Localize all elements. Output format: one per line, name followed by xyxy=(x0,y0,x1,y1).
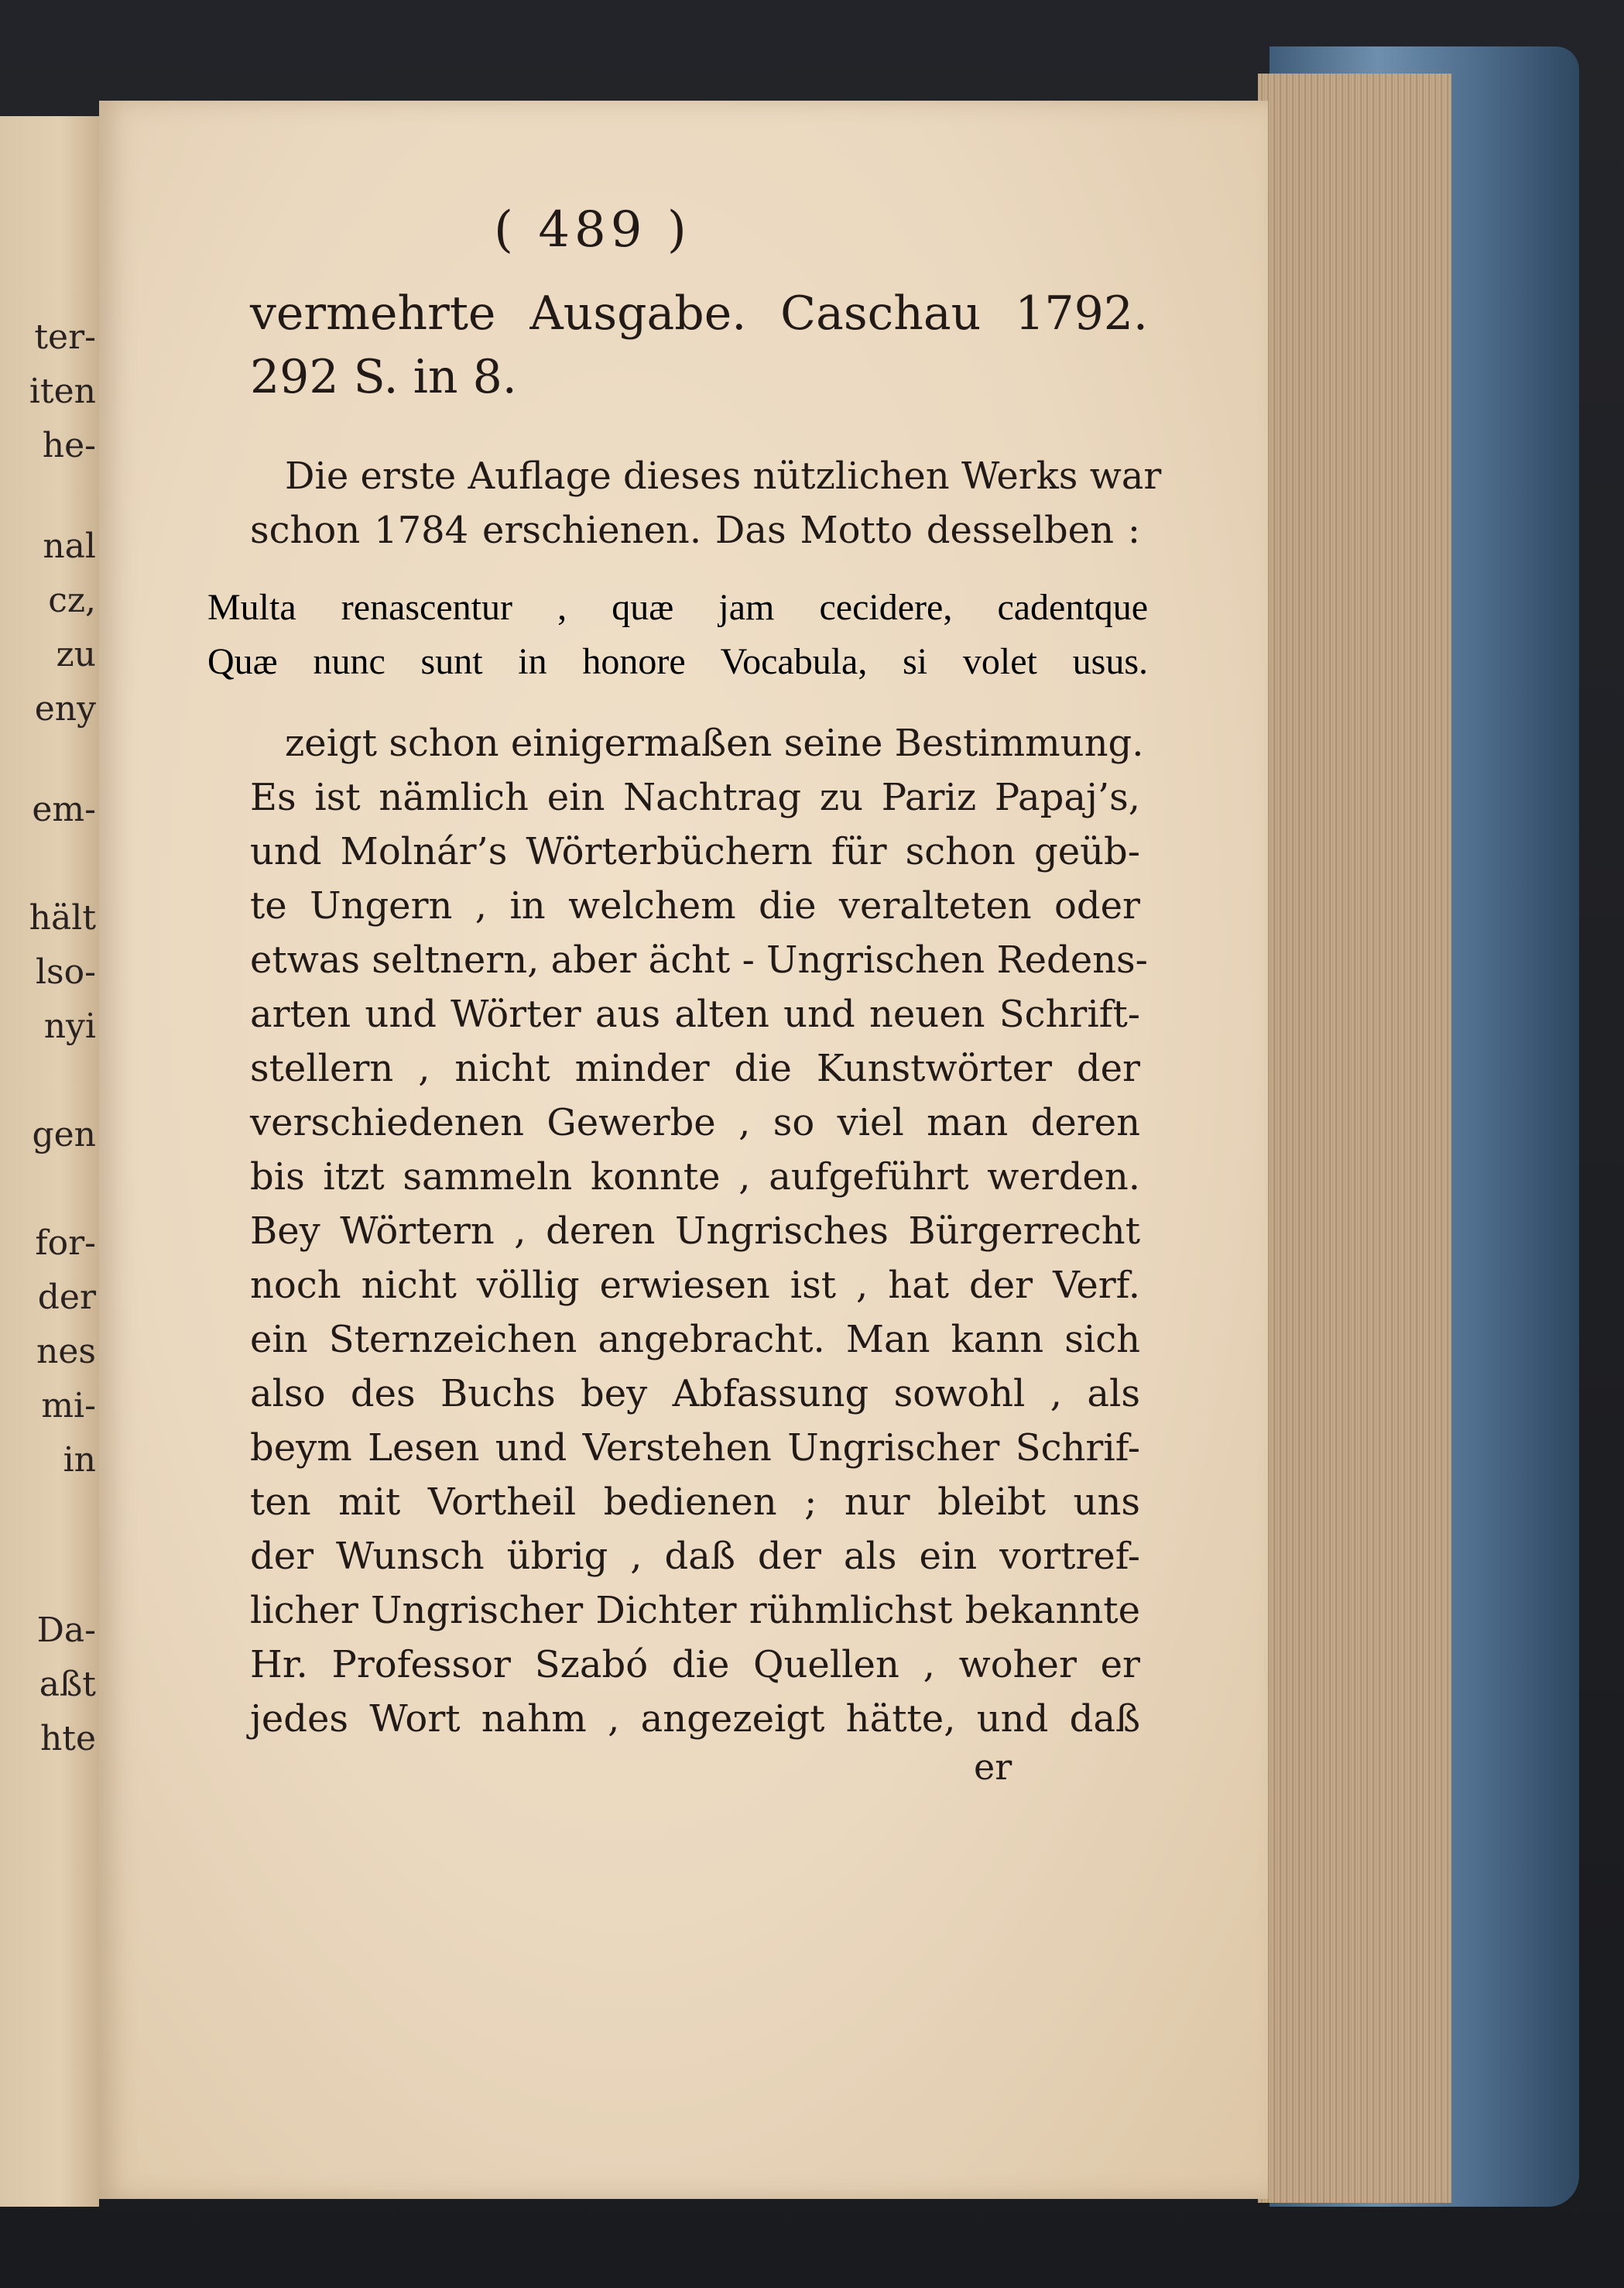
left-fragment: nal xyxy=(43,527,96,566)
left-fragment: ter- xyxy=(34,317,96,357)
previous-page-fragment xyxy=(0,116,99,2207)
body-line: und Molnár’s Wörterbüchern für schon geüb- xyxy=(250,830,1140,873)
catchword: er xyxy=(974,1746,1012,1788)
left-fragment: hält xyxy=(29,898,96,938)
title-line: 292 S. in 8. xyxy=(250,350,517,404)
intro-line: Die erste Auflage dieses nützlichen Werks war xyxy=(285,455,1162,498)
intro-line: schon 1784 erschienen. Das Motto desselben : xyxy=(250,509,1140,552)
motto-line: Quæ nunc sunt in honore Vocabula, si volet usus. xyxy=(207,641,1148,682)
body-line: zeigt schon einigermaßen seine Bestimmung. xyxy=(285,722,1144,765)
left-fragment: mi- xyxy=(41,1386,96,1425)
left-fragment: iten xyxy=(29,372,96,411)
motto-line: Multa renascentur , quæ jam cecidere, cadentque xyxy=(207,587,1148,628)
left-fragment: Da- xyxy=(36,1611,96,1650)
page-number: ( 489 ) xyxy=(494,201,691,259)
left-fragment: der xyxy=(37,1278,96,1317)
book-page xyxy=(99,101,1268,2199)
body-line: Hr. Professor Szabó die Quellen , woher er xyxy=(250,1643,1140,1686)
body-line: stellern , nicht minder die Kunstwörter der xyxy=(250,1047,1140,1090)
book-page-edges xyxy=(1258,74,1451,2203)
left-fragment: eny xyxy=(34,689,96,729)
left-fragment: gen xyxy=(32,1115,96,1154)
left-fragment: cz, xyxy=(48,581,96,620)
left-fragment: nes xyxy=(36,1332,96,1371)
body-line: Es ist nämlich ein Nachtrag zu Pariz Papaj’s, xyxy=(250,776,1140,819)
body-line: etwas seltnern, aber ächt - Ungrischen Redens- xyxy=(250,938,1148,982)
left-fragment: hte xyxy=(39,1719,96,1758)
body-line: bis itzt sammeln konnte , aufgeführt werden. xyxy=(250,1155,1140,1199)
body-line: licher Ungrischer Dichter rühmlichst bekannte xyxy=(250,1589,1140,1632)
left-fragment: aßt xyxy=(39,1665,96,1704)
body-line: jedes Wort nahm , angezeigt hätte, und daß xyxy=(250,1697,1140,1741)
left-fragment: zu xyxy=(56,635,96,674)
body-line: ein Sternzeichen angebracht. Man kann sich xyxy=(250,1318,1140,1361)
body-line: te Ungern , in welchem die veralteten oder xyxy=(250,884,1140,928)
left-fragment: nyi xyxy=(43,1007,96,1046)
left-fragment: in xyxy=(63,1440,96,1480)
body-line: ten mit Vortheil bedienen ; nur bleibt uns xyxy=(250,1480,1140,1524)
body-line: arten und Wörter aus alten und neuen Schrift- xyxy=(250,993,1140,1036)
left-fragment: for- xyxy=(35,1223,96,1263)
body-line: verschiedenen Gewerbe , so viel man deren xyxy=(250,1101,1140,1144)
body-line: also des Buchs bey Abfassung sowohl , als xyxy=(250,1372,1140,1415)
body-line: Bey Wörtern , deren Ungrisches Bürgerrecht xyxy=(250,1209,1140,1253)
left-fragment: em- xyxy=(32,790,96,829)
body-line: der Wunsch übrig , daß der als ein vortref- xyxy=(250,1535,1140,1578)
body-line: beym Lesen und Verstehen Ungrischer Schrif- xyxy=(250,1426,1140,1470)
left-fragment: lso- xyxy=(35,952,96,992)
left-fragment: he- xyxy=(42,426,96,465)
title-line: vermehrte Ausgabe. Caschau 1792. xyxy=(250,286,1148,341)
body-line: noch nicht völlig erwiesen ist , hat der Verf. xyxy=(250,1264,1140,1307)
